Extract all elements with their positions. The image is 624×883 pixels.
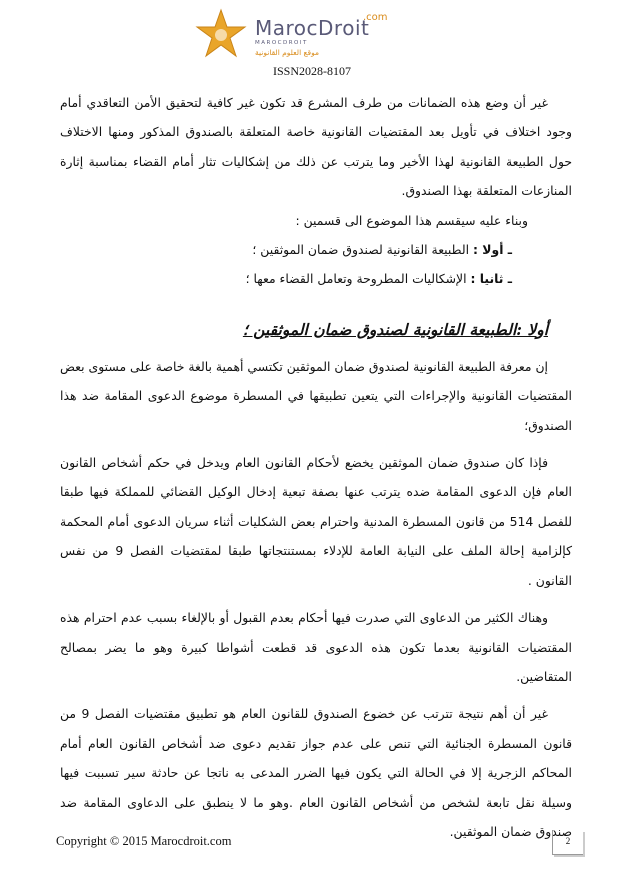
logo-subtitle-latin: MAROCDROIT	[255, 40, 308, 46]
logo-suffix: .com	[363, 12, 388, 23]
document-body	[60, 88, 572, 846]
division-intro: وبناء عليه سيقسم هذا الموضوع الى قسمين :	[295, 212, 528, 228]
issn-label: ISSN2028-8107	[272, 64, 351, 78]
star-logo-icon	[195, 8, 247, 60]
outline-item-2	[60, 264, 572, 293]
logo-subtitle-arabic: موقع العلوم القانونية	[255, 48, 320, 57]
paragraph-body: وهناك الكثير من الدعاوى التي صدرت فيها أحكام بعدم القبول أو بالإلغاء بسبب عدم احترام هذه المقتضيات القانونية بعدما تكون هذه الدعوى قد قطعت أشواطا كبيرة وهو ما يضر بمصالح المتقاضين.	[60, 610, 572, 684]
paragraph-intro: غير أن وضع هذه الضمانات من طرف المشرع قد تكون غير كافية لتحقيق الأمن التعاقدي أمام وجود اختلاف في تأويل بعد المقتضيات القانونية خاصة المتعلقة بالصندوق المذكور ومنها الاختلاف حول الطبيعة القانونية لهذا الأخير وما يترتب عن ذلك من إشكاليات تثار أمام القضاء بمناسبة إثارة المنازعات المتعلقة بهذا الصندوق.	[60, 95, 572, 199]
outline-item-1-prefix: ـ أولا :	[473, 242, 512, 258]
outline-item-1	[60, 235, 572, 264]
site-logo[interactable]	[195, 6, 435, 62]
outline-item-2-text: الإشكاليات المطروحة وتعامل القضاء معها ؛	[245, 271, 467, 287]
logo-brand: MarocDroit	[255, 16, 370, 40]
page-header	[0, 6, 624, 84]
section-heading: أولا :الطبيعة القانونية لصندوق ضمان الموثقين ؛	[242, 319, 548, 339]
paragraph-body: فإذا كان صندوق ضمان الموثقين يخضع لأحكام القانون العام ويدخل في حكم أشخاص القانون العام فإن الدعوى المقامة ضده يترتب عنها بصفة تبعية إدخال الوكيل القضائي للمملكة فيها طبقا للفصل 514 من قانون المسطرة المدنية واحترام بعض الشكليات أثناء سريان الدعوى أمام المحكمة كإلزامية إحالة الملف على النيابة العامة للإدلاء بمستنتجاتها طبقا لمقتضيات الفصل 9 من نفس القانون .	[60, 455, 572, 588]
page-number: 2	[552, 830, 583, 855]
paragraph-body: إن معرفة الطبيعة القانونية لصندوق ضمان الموثقين تكتسي أهمية بالغة خاصة على مستوى بعض المقتضيات القانونية والإجراءات التي يتعين تطبيقها في المسطرة موضوع الدعوى المقامة ضد هذا الصندوق؛	[60, 358, 572, 433]
copyright-notice: Copyright © 2015 Marocdroit.com	[56, 834, 232, 848]
outline-item-2-prefix: ـ ثانيا :	[470, 271, 512, 287]
outline-item-1-text: الطبيعة القانونية لصندوق ضمان الموثقين ؛	[252, 242, 470, 258]
paragraph-body: غير أن أهم نتيجة تترتب عن خضوع الصندوق للقانون العام هو تطبيق مقتضيات الفصل 9 من قانون المسطرة الجنائية التي تنص على عدم جواز تقديم دعوى ضد أشخاص القانون العام أمام المحاكم الزجرية إلا في الحالة التي يكون فيها الضرر المدعى به ناتجا عن حادثة سير تسببت فيها وسيلة نقل تابعة لشخص من أشخاص القانون العام .وهو ما لا ينطبق على الدعاوى المقامة ضد صندوق ضمان الموثقين.	[60, 706, 572, 839]
